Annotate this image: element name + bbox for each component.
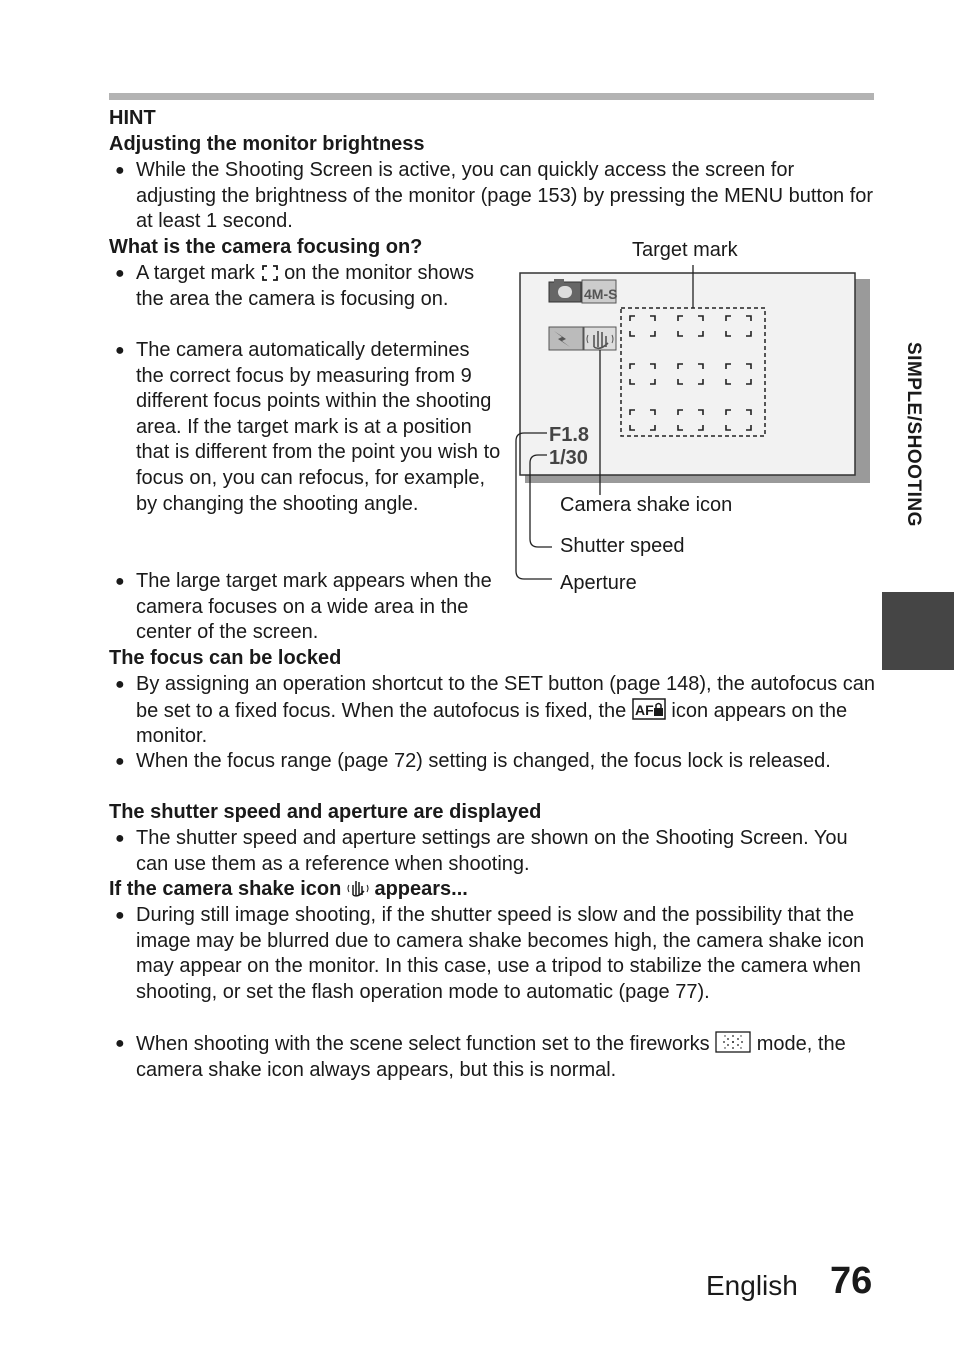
af-lock-icon [632, 698, 666, 720]
shutter-speed-label: Shutter speed [560, 535, 685, 557]
focus-lock-heading: The focus can be locked [109, 647, 342, 669]
shake-text-2a: When shooting with the scene select function set to the fireworks [136, 1033, 710, 1055]
footer-language: English [706, 1270, 798, 1301]
focusing-bullet-2 [115, 338, 501, 517]
shake-bullet-2 [115, 1031, 876, 1083]
shutter-bullet-1 [115, 826, 876, 877]
focusing-text-1b: on the monitor shows the area the camera is focusing on. [136, 262, 475, 310]
hint-label: HINT [109, 107, 156, 129]
shutter-text-1: The shutter speed and aperture settings are shown on the Shooting Screen. You can use them as a reference when shooting. [136, 827, 848, 875]
shake-heading [109, 877, 468, 901]
focusing-text-2: The camera automatically determines the correct focus by measuring from 9 different focus points within the shooting area. If the target mark is at a position that is different from the point you wish to focus on, you can refocus, for example, by changing the shooting angle. [136, 339, 501, 515]
svg-text:AF: AF [634, 701, 654, 718]
brightness-heading: Adjusting the monitor brightness [109, 133, 425, 155]
target-mark-label: Target mark [632, 239, 738, 261]
target-mark-icon [261, 264, 279, 282]
shutter-value: 1/30 [549, 447, 588, 469]
aperture-label: Aperture [560, 572, 637, 594]
focusing-bullet-1 [115, 261, 501, 312]
focusing-text-3: The large target mark appears when the camera focuses on a wide area in the center of the screen. [136, 570, 492, 644]
shake-heading-b: appears... [374, 878, 468, 900]
brightness-bullet [115, 158, 876, 235]
shake-bullet-1 [115, 903, 876, 1005]
camera-shake-icon [584, 327, 616, 350]
top-rule [109, 93, 874, 100]
bullet-dot: ● [115, 573, 125, 590]
bullet-dot: ● [115, 753, 125, 770]
bullet-dot: ● [115, 265, 125, 282]
page-number: 76 [830, 1260, 873, 1302]
shake-text-1: During still image shooting, if the shutter speed is slow and the possibility that the image may be blurred due to camera shake becomes high, the camera shake icon may appear on the monitor. In this case, use a tripod to stabilize the camera when shooting, or set the flash operation mode to automatic (page 77). [136, 904, 865, 1003]
focus-lock-text-2: When the focus range (page 72) setting is changed, the focus lock is released. [136, 750, 831, 772]
camera-mode-icon [549, 279, 581, 302]
focusing-text-1a: A target mark [136, 262, 255, 284]
flash-icon [549, 327, 583, 350]
bullet-dot: ● [115, 676, 125, 693]
bullet-dot: ● [115, 907, 125, 924]
resolution-badge: 4M-S [584, 286, 618, 302]
bullet-dot: ● [115, 342, 125, 359]
focus-lock-bullet-2 [115, 749, 876, 775]
focusing-heading: What is the camera focusing on? [109, 236, 423, 258]
shake-heading-a: If the camera shake icon [109, 878, 342, 900]
brightness-text: While the Shooting Screen is active, you can quickly access the screen for adjusting the brightness of the monitor (page 153) by pressing the MENU button for at least 1 second. [136, 159, 874, 233]
camera-shake-inline-icon [347, 878, 369, 898]
focusing-bullet-3 [115, 569, 501, 646]
aperture-value: F1.8 [549, 424, 590, 446]
section-side-tab: SIMPLE/SHOOTING [903, 342, 924, 527]
shutter-heading: The shutter speed and aperture are displayed [109, 801, 542, 823]
focus-lock-text-1a: By assigning an operation shortcut to the SET button (page 148), the autofocus can be set to a fixed focus. When the autofocus is fixed, the [136, 673, 876, 722]
shake-text-2b: mode, the camera shake icon always appears, but this is normal. [136, 1033, 846, 1081]
fireworks-icon [715, 1031, 751, 1053]
focus-lock-text-1b: icon appears on the monitor. [136, 699, 848, 748]
bullet-dot: ● [115, 162, 125, 179]
bullet-dot: ● [115, 830, 125, 847]
side-tab-marker [882, 592, 954, 670]
focus-lock-bullet-1 [115, 672, 876, 750]
camera-shake-label: Camera shake icon [560, 494, 733, 516]
bullet-dot: ● [115, 1035, 125, 1052]
